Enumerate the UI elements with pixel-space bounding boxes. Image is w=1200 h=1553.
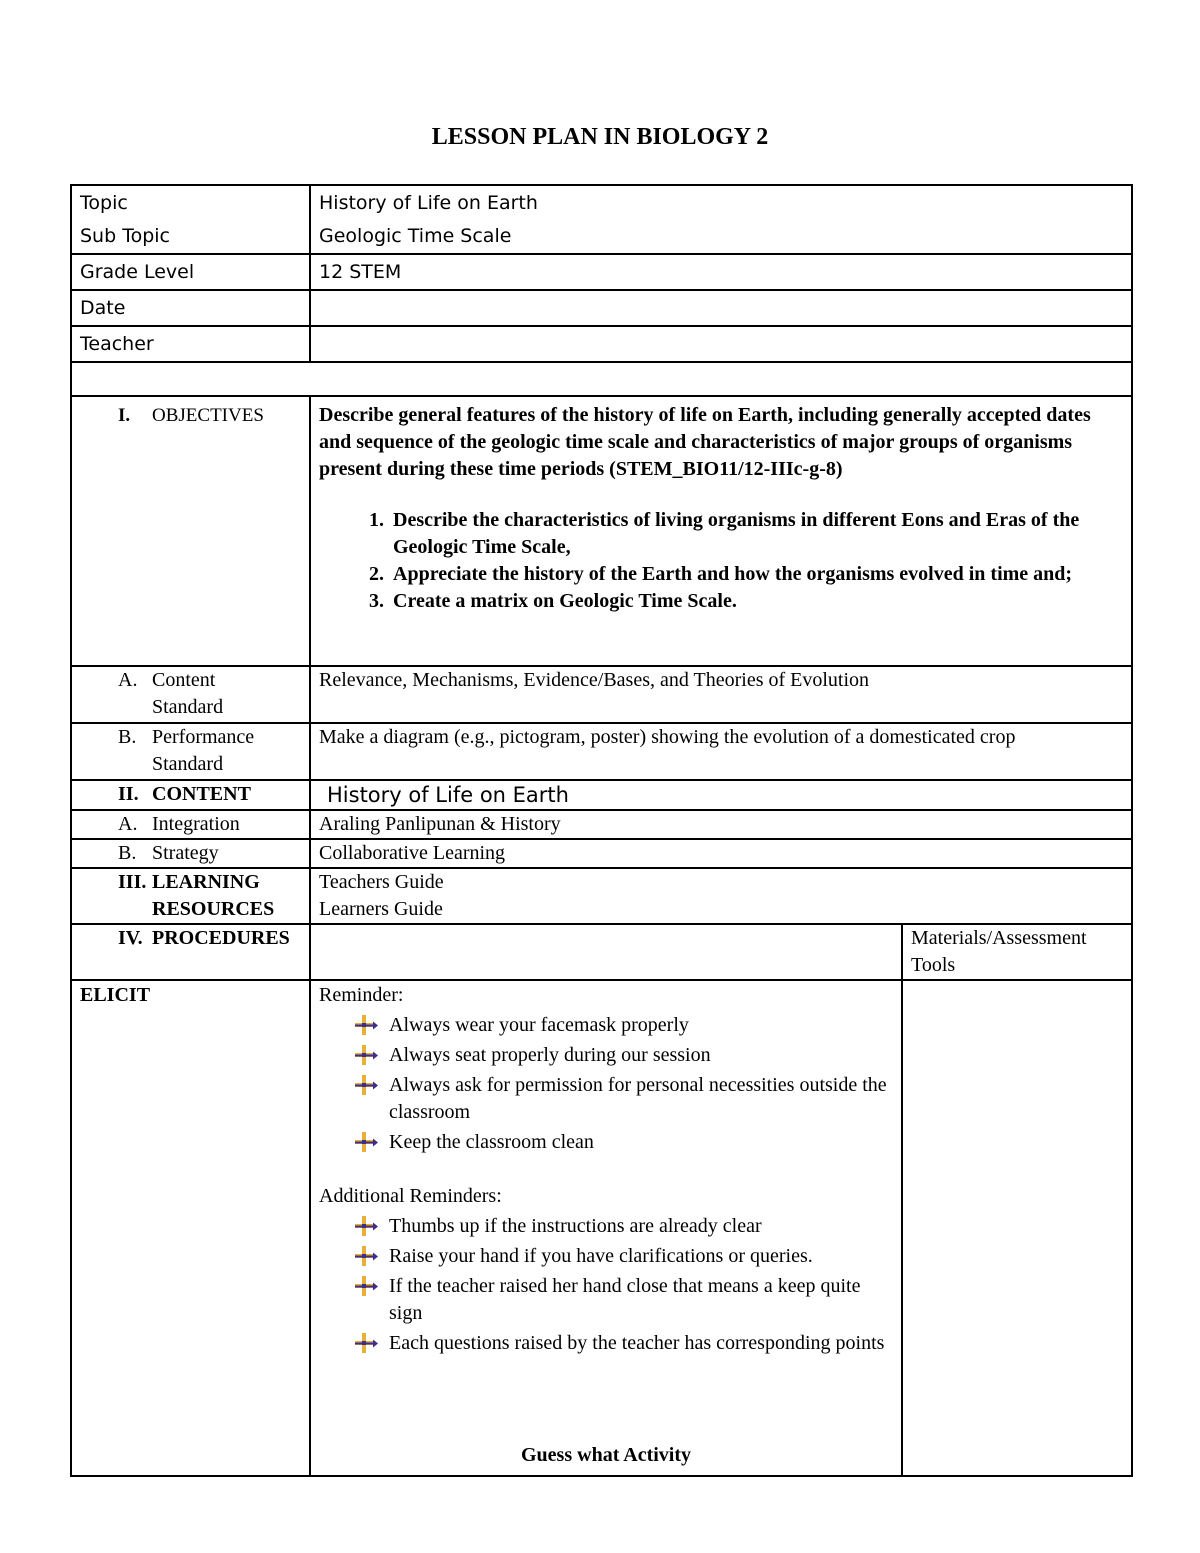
additional-text: Thumbs up if the instructions are already clear — [389, 1215, 762, 1237]
content-number: II. — [118, 783, 139, 805]
content-standard-value: Relevance, Mechanisms, Evidence/Bases, and Theories of Evolution — [310, 666, 1132, 723]
integration-letter: A. — [118, 813, 138, 835]
strategy-label: Strategy — [152, 842, 219, 864]
additional-item — [351, 1273, 893, 1327]
additional-text: If the teacher raised her hand close that means a keep quite sign — [389, 1275, 861, 1324]
objective-item: 2. Appreciate the history of the Earth and how the organisms evolved in time and; — [389, 561, 1123, 588]
performance-standard-label: Performance — [152, 726, 255, 748]
teacher-label: Teacher — [71, 326, 310, 362]
reminder-text: Always wear your facemask properly — [389, 1014, 689, 1036]
objective-list — [319, 507, 1123, 615]
objectives-label: OBJECTIVES — [152, 405, 264, 426]
reminder-item — [351, 1072, 893, 1126]
strategy-label-cell — [71, 839, 310, 868]
date-row — [71, 290, 1132, 326]
content-value: History of Life on Earth — [310, 780, 1132, 810]
reminder-item — [351, 1042, 893, 1069]
integration-label-cell — [71, 810, 310, 839]
elicit-label-cell — [71, 980, 310, 1476]
content-standard-label-2: Standard — [152, 696, 224, 718]
additional-item — [351, 1213, 893, 1240]
arrow-bullet-icon — [351, 1042, 389, 1069]
topic-row — [71, 185, 1132, 254]
objectives-number: I. — [118, 405, 131, 426]
content-label: CONTENT — [152, 783, 251, 805]
additional-list — [319, 1213, 893, 1357]
subtopic-value: Geologic Time Scale — [319, 225, 512, 247]
document-title: LESSON PLAN IN BIOLOGY 2 — [431, 124, 769, 150]
grade-value: 12 STEM — [310, 254, 1132, 290]
materials-header: Materials/Assessment Tools — [902, 924, 1132, 980]
arrow-bullet-icon — [351, 1213, 389, 1240]
integration-row — [71, 810, 1132, 839]
objectives-value-cell — [310, 396, 1132, 666]
procedures-label: PROCEDURES — [152, 927, 290, 949]
arrow-bullet-icon — [351, 1012, 389, 1039]
topic-label: Topic — [80, 192, 128, 214]
elicit-materials-cell — [902, 980, 1132, 1476]
topic-label-cell — [71, 185, 310, 254]
arrow-bullet-icon — [351, 1129, 389, 1156]
objective-item: 3. Create a matrix on Geologic Time Scale. — [389, 588, 1123, 615]
strategy-letter: B. — [118, 842, 137, 864]
learning-resources-number: III. — [118, 871, 147, 893]
integration-value: Araling Panlipunan & History — [310, 810, 1132, 839]
integration-label: Integration — [152, 813, 240, 835]
learning-resources-label: LEARNING — [152, 871, 260, 893]
learning-resources-label-2: RESOURCES — [152, 898, 275, 920]
reminder-text: Always ask for permission for personal necessities outside the classroom — [389, 1074, 887, 1123]
grade-label: Grade Level — [71, 254, 310, 290]
reminder-text: Keep the classroom clean — [389, 1131, 594, 1153]
strategy-row — [71, 839, 1132, 868]
teacher-row — [71, 326, 1132, 362]
arrow-bullet-icon — [351, 1243, 389, 1270]
arrow-bullet-icon — [351, 1330, 389, 1357]
grade-row — [71, 254, 1132, 290]
spacer-row — [71, 362, 1132, 396]
objective-item: 1. Describe the characteristics of living organisms in different Eons and Eras of the Geologic Time Scale, — [389, 507, 1123, 561]
content-standard-label-cell — [71, 666, 310, 723]
arrow-bullet-icon — [351, 1072, 389, 1099]
elicit-row — [71, 980, 1132, 1476]
performance-standard-value: Make a diagram (e.g., pictogram, poster) showing the evolution of a domesticated crop — [310, 723, 1132, 780]
additional-item — [351, 1243, 893, 1270]
subtopic-label: Sub Topic — [80, 225, 170, 247]
content-row — [71, 780, 1132, 810]
content-standard-label: Content — [152, 669, 216, 691]
reminder-text: Always seat properly during our session — [389, 1044, 711, 1066]
teachers-guide: Teachers Guide — [319, 871, 444, 893]
learners-guide: Learners Guide — [319, 898, 443, 920]
performance-standard-letter: B. — [118, 726, 137, 748]
topic-value-cell — [310, 185, 1132, 254]
reminder-list — [319, 1012, 893, 1156]
reminder-item — [351, 1012, 893, 1039]
performance-standard-label-2: Standard — [152, 753, 224, 775]
procedures-number: IV. — [118, 927, 143, 949]
objectives-label-cell — [71, 396, 310, 666]
learning-resources-value-cell — [310, 868, 1132, 924]
additional-text: Each questions raised by the teacher has corresponding points — [389, 1332, 885, 1354]
lesson-plan-table — [70, 184, 1133, 1477]
learning-resources-label-cell — [71, 868, 310, 924]
reminder-heading: Reminder: — [319, 984, 404, 1006]
elicit-label: ELICIT — [80, 984, 151, 1006]
procedures-label-cell — [71, 924, 310, 980]
teacher-value — [310, 326, 1132, 362]
date-label: Date — [71, 290, 310, 326]
arrow-bullet-icon — [351, 1273, 389, 1300]
procedures-middle-cell — [310, 924, 902, 980]
additional-item — [351, 1330, 893, 1357]
activity-title: Guess what Activity — [521, 1444, 691, 1466]
additional-text: Raise your hand if you have clarifications or queries. — [389, 1245, 813, 1267]
objectives-row — [71, 396, 1132, 666]
content-standard-row — [71, 666, 1132, 723]
spacer-cell — [71, 362, 1132, 396]
content-standard-letter: A. — [118, 669, 138, 691]
date-value — [310, 290, 1132, 326]
performance-standard-label-cell — [71, 723, 310, 780]
procedures-header-row — [71, 924, 1132, 980]
learning-resources-row — [71, 868, 1132, 924]
reminder-item — [351, 1129, 893, 1156]
objective-general: Describe general features of the history of life on Earth, including generally accepted dates and sequence of the geologic time scale and characteristics of major groups of organisms present during these time periods (STEM_BIO11/12-IIIc-g-8) — [319, 404, 1091, 480]
content-label-cell — [71, 780, 310, 810]
additional-heading: Additional Reminders: — [319, 1185, 502, 1207]
strategy-value: Collaborative Learning — [310, 839, 1132, 868]
topic-value: History of Life on Earth — [319, 192, 538, 214]
elicit-content-cell — [310, 980, 902, 1476]
performance-standard-row — [71, 723, 1132, 780]
